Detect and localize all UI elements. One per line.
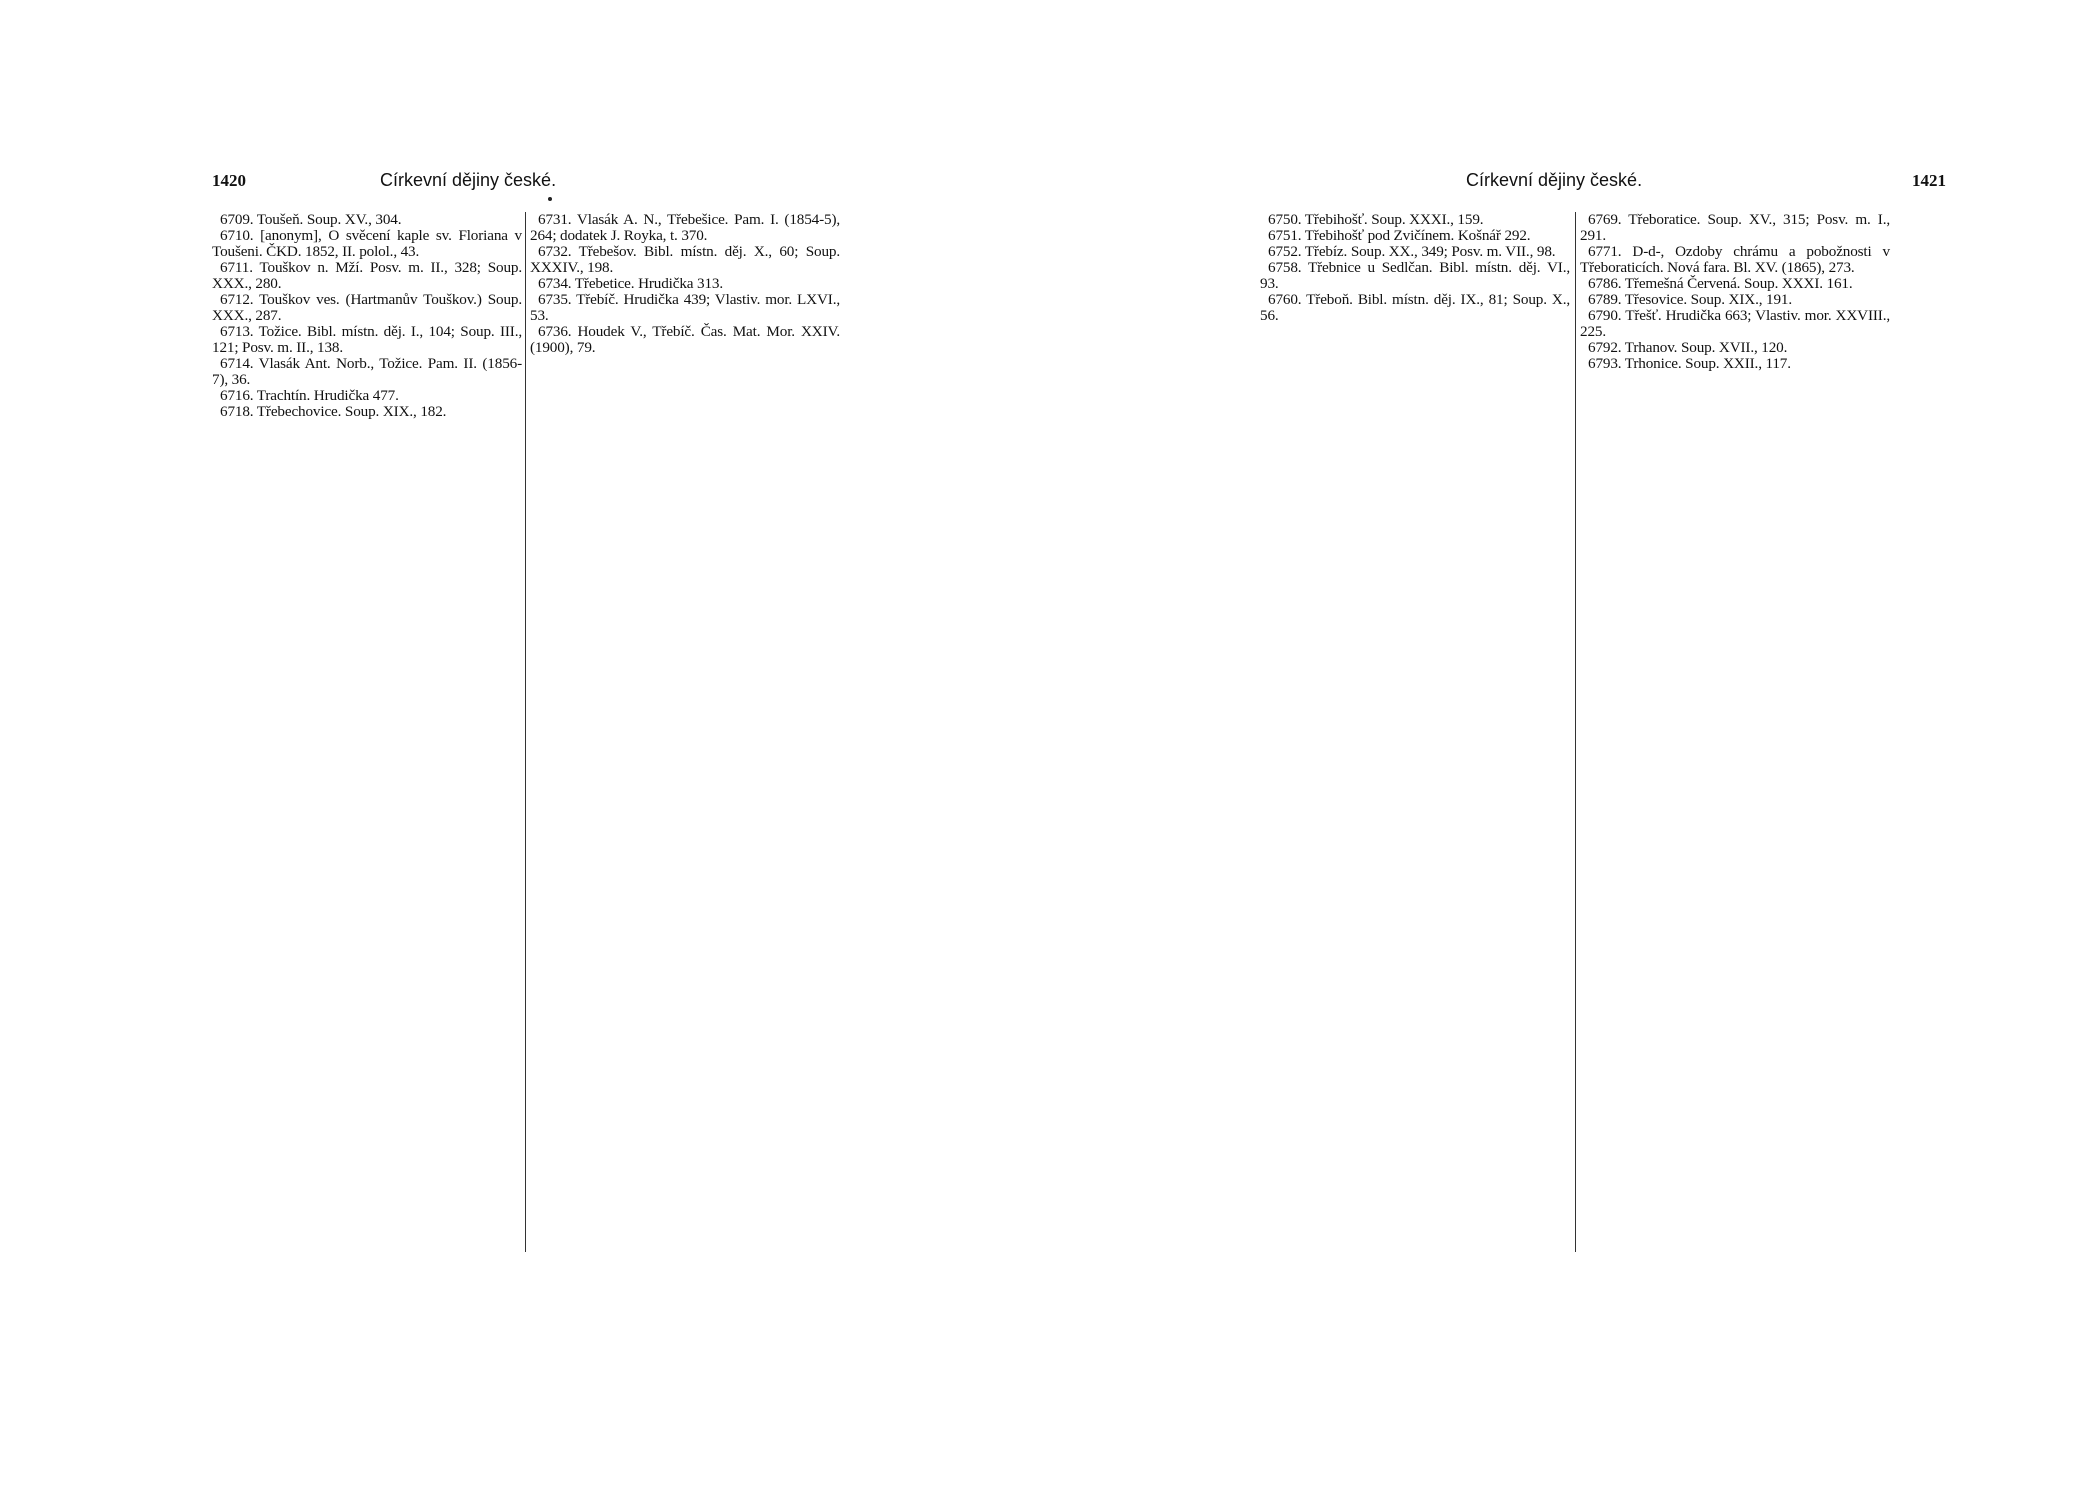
page-number: 1421 bbox=[1912, 171, 1946, 190]
bibliography-entry: 6718. Třebechovice. Soup. XIX., 182. bbox=[220, 403, 447, 420]
bibliography-entry: 6790. Třešť. Hrudička 663; Vlastiv. mor. XXVIII., 225. bbox=[1580, 307, 1890, 340]
running-head: Církevní dějiny české. bbox=[1466, 170, 1643, 190]
column-2 bbox=[530, 212, 840, 356]
bibliography-entry: 6710. [anonym], O svěcení kaple sv. Floriana v Toušeni. ČKD. 1852, II. polol., 43. bbox=[212, 227, 522, 260]
bibliography-entry: 6752. Třebíz. Soup. XX., 349; Posv. m. VII., 98. bbox=[1268, 243, 1556, 260]
bibliography-entry: 6732. Třebešov. Bibl. místn. děj. X., 60; Soup. XXXIV., 198. bbox=[530, 243, 840, 276]
gutter-dot bbox=[548, 197, 552, 201]
bibliography-entry: 6751. Třebihošť pod Zvičínem. Košnář 292. bbox=[1268, 227, 1531, 244]
bibliography-entry: 6736. Houdek V., Třebíč. Čas. Mat. Mor. XXIV. (1900), 79. bbox=[530, 323, 840, 356]
bibliography-entry: 6789. Třesovice. Soup. XIX., 191. bbox=[1588, 291, 1792, 308]
bibliography-entry: 6793. Trhonice. Soup. XXII., 117. bbox=[1588, 355, 1791, 372]
bibliography-entry: 6771. D-d-, Ozdoby chrámu a pobožnosti v Třeboraticích. Nová fara. Bl. XV. (1865), 273. bbox=[1580, 243, 1890, 276]
bibliography-entry: 6716. Trachtín. Hrudička 477. bbox=[220, 387, 399, 404]
bibliography-entry: 6760. Třeboň. Bibl. místn. děj. IX., 81; Soup. X., 56. bbox=[1260, 291, 1570, 324]
column-2 bbox=[1580, 212, 1890, 372]
page-number: 1420 bbox=[212, 171, 246, 190]
column-divider bbox=[1575, 212, 1576, 1252]
bibliography-entry: 6792. Trhanov. Soup. XVII., 120. bbox=[1588, 339, 1788, 356]
bibliography-entry: 6769. Třeboratice. Soup. XV., 315; Posv. m. I., 291. bbox=[1580, 211, 1890, 244]
bibliography-entry: 6734. Třebetice. Hrudička 313. bbox=[538, 275, 724, 292]
bibliography-entry: 6711. Touškov n. Mží. Posv. m. II., 328; Soup. XXX., 280. bbox=[212, 259, 522, 292]
bibliography-entry: 6758. Třebnice u Sedlčan. Bibl. místn. děj. VI., 93. bbox=[1260, 259, 1570, 292]
column-1 bbox=[1260, 212, 1570, 324]
bibliography-entry: 6712. Touškov ves. (Hartmanův Touškov.) Soup. XXX., 287. bbox=[212, 291, 522, 324]
column-1 bbox=[212, 212, 522, 420]
bibliography-entry: 6750. Třebihošť. Soup. XXXI., 159. bbox=[1268, 211, 1484, 228]
bibliography-entry: 6714. Vlasák Ant. Norb., Tožice. Pam. II. (1856-7), 36. bbox=[212, 355, 522, 388]
bibliography-entry: 6731. Vlasák A. N., Třebešice. Pam. I. (1854-5), 264; dodatek J. Royka, t. 370. bbox=[530, 211, 840, 244]
bibliography-entry: 6713. Tožice. Bibl. místn. děj. I., 104; Soup. III., 121; Posv. m. II., 138. bbox=[212, 323, 522, 356]
column-divider bbox=[525, 212, 526, 1252]
running-head: Církevní dějiny české. bbox=[380, 170, 557, 190]
right-page bbox=[1048, 0, 2096, 1500]
bibliography-entry: 6735. Třebíč. Hrudička 439; Vlastiv. mor. LXVI., 53. bbox=[530, 291, 840, 324]
bibliography-entry: 6709. Toušeň. Soup. XV., 304. bbox=[220, 211, 402, 228]
bibliography-entry: 6786. Třemešná Červená. Soup. XXXI. 161. bbox=[1588, 275, 1853, 292]
